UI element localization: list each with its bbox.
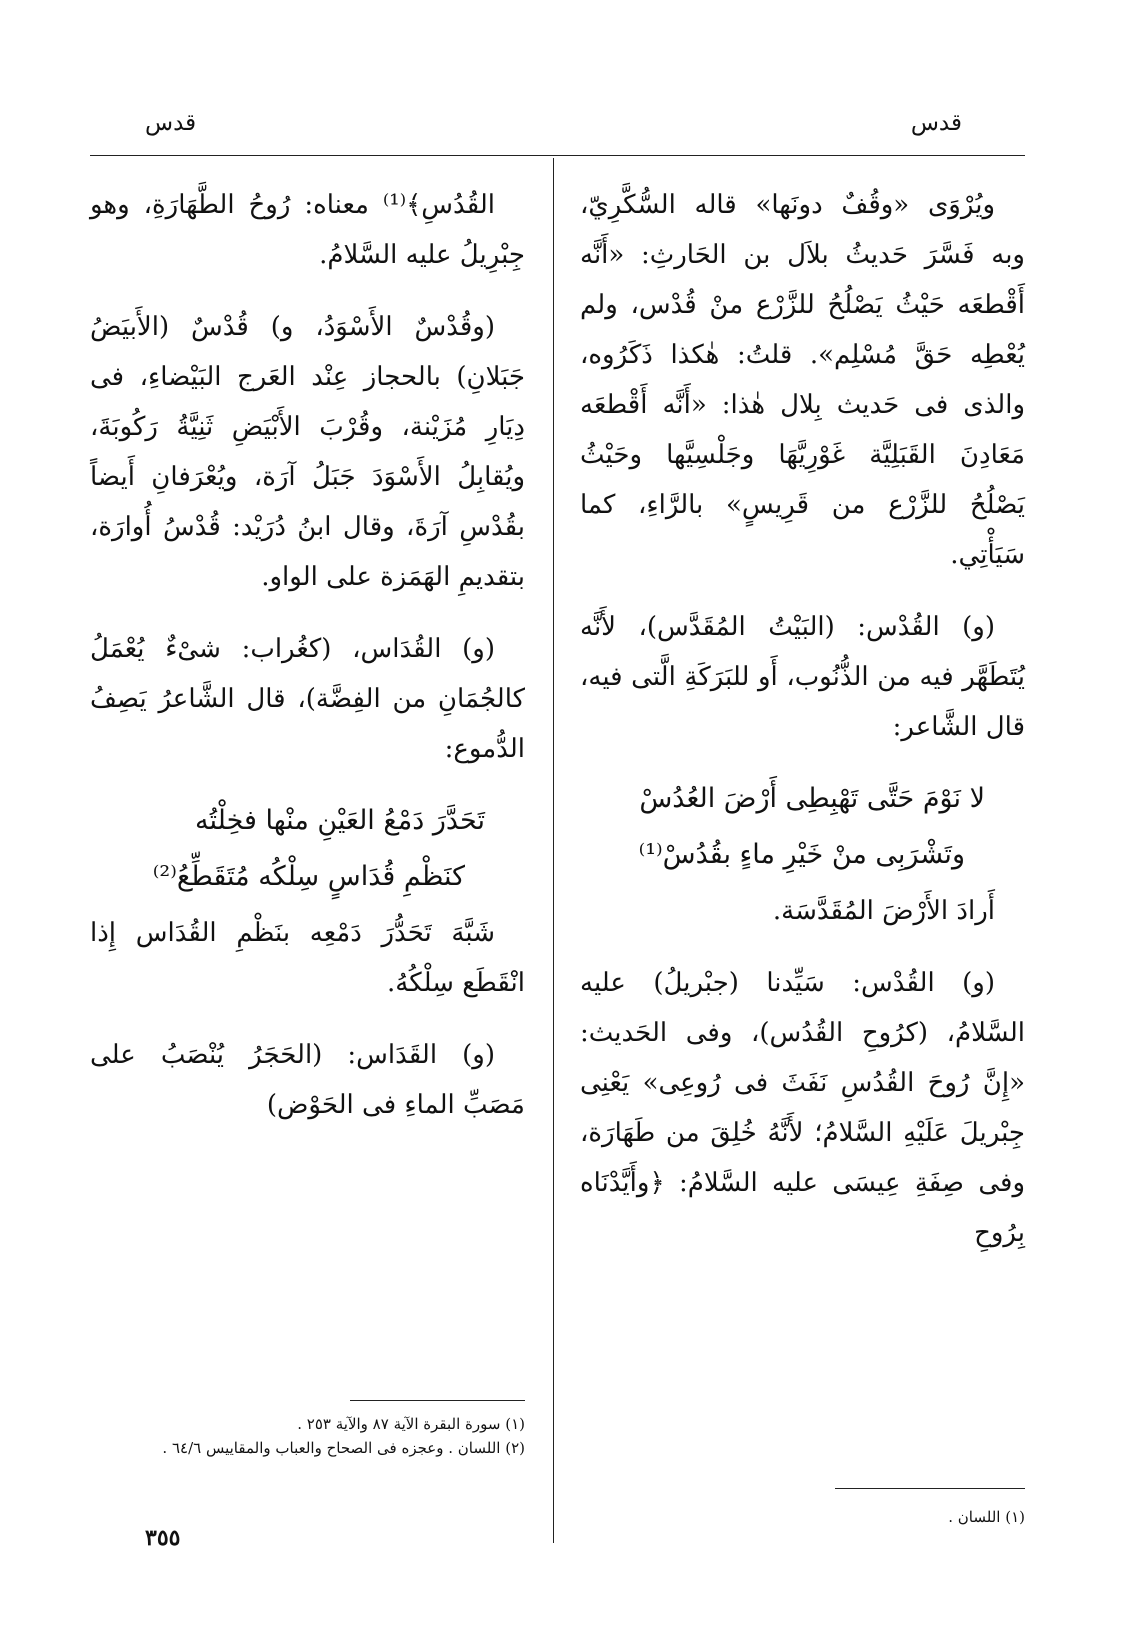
verse-line: كنَظْمِ قُدَاسٍ سِلْكُه مُتَقَطِّعُ⁽²⁾ <box>152 861 465 892</box>
footnotes-right <box>580 1505 1025 1529</box>
verse-line: لا نَوْمَ حَتَّى تَهْبِطِى أَرْضَ العُدُسْ <box>639 783 985 814</box>
entry-paragraph: (و) القَدَاس: (الحَجَرُ يُنْصَبُ على مَصَبِّ الماءِ فى الحَوْض) <box>90 1040 525 1120</box>
footnote-rule-right <box>835 1488 1025 1489</box>
entry-paragraph: (وقُدْسٌ الأَسْوَدُ، و) قُدْسٌ (الأَبيَضُ جَبَلانِ) بالحجاز عِنْد العَرج البَيْضاءِ، فى دِيَارِ مُزَيْنة، وقُرْبَ الأَبْيَضِ ثَنِيَّةُ رَكُوبَةَ، ويُقابِلُ الأَسْوَدَ جَبَلُ آرَة، ويُعْرَفانِ أَيضاً بقُدْسِ آرَةَ، وقال ابنُ دُرَيْد: قُدْسُ أُوارَة، بتقديمِ الهَمَزة على الواو. <box>90 312 525 592</box>
footnotes-left <box>90 1412 525 1460</box>
footnote: (١) سورة البقرة الآية ٨٧ والآية ٢٥٣ . <box>297 1415 525 1433</box>
entry-paragraph: (و) القُدْس: سَيِّدنا (جبْريلُ) عليه السَّلامُ، (كرُوحِ القُدُس)، وفى الحَديث: «إِنَّ رُوحَ القُدُسِ نَفَثَ فى رُوعِى» يَعْنِى جِبْريلَ عَلَيْهِ السَّلامُ؛ لأَنَّهُ خُلِقَ من طَهَارَة، وفى صِفَةِ عِيسَى عليه السَّلامُ: ﴿وأَيَّدْنَاه بِرُوحِ <box>580 968 1025 1248</box>
column-divider <box>553 158 554 1543</box>
verse-line: وتَشْرَبِى منْ خَيْرِ ماءٍ بقُدُسْ⁽¹⁾ <box>638 839 965 870</box>
running-header-left: قدس <box>145 110 197 136</box>
verse-line: تَحَدَّرَ دَمْعُ العَيْنِ منْها فخِلْتُه <box>195 805 485 836</box>
entry-paragraph: شَبَّهَ تَحَدُّرَ دَمْعِه بنَظْمِ القُدَاس إِذا انْقَطَع سِلْكُهُ. <box>90 918 525 998</box>
entry-paragraph: (و) القُدْس: (البَيْتُ المُقَدَّس)، لأَنَّه يُتَطَهَّر فيه من الذُّنُوب، أَو للبَرَكَةِ الَّتى فيه، قال الشَّاعر: <box>580 612 1025 742</box>
page-number: ٣٥٥ <box>145 1525 181 1551</box>
header-rule <box>90 155 1025 156</box>
footnote: (٢) اللسان . وعجزه فى الصحاح والعباب والمقاييس ٦٤/٦ . <box>162 1439 525 1457</box>
right-column <box>580 180 1025 1280</box>
entry-paragraph: ويُرْوَى «وقُفٌ دونَها» قاله السُّكَّرِيّ، وبه فَسَّرَ حَديثُ بلاَل بن الحَارثِ: «أَنَّه أَقْطعَه حَيْثُ يَصْلُحُ للزَّرْع منْ قُدْس، ولم يُعْطِه حَقَّ مُسْلِم». قلتُ: هٰكذا ذَكَرُوه، والذى فى حَديث بِلال هٰذا: «أَنَّه أَقْطعَه مَعَادِنَ القَبَلِيَّة غَوْرِيَّهَا وجَلْسِيَّها وحَيْثُ يَصْلُحُ للزَّرْع من قَرِيسٍ» بالرَّاءِ، كما سَيَأْتِي. <box>580 190 1025 570</box>
footnote-rule-left <box>350 1400 525 1401</box>
entry-paragraph: أَرادَ الأَرْضَ المُقَدَّسَة. <box>772 896 995 926</box>
footnote: (١) اللسان . <box>948 1508 1025 1526</box>
entry-paragraph: (و) القُدَاس، (كغُراب: شىْءٌ يُعْمَلُ كالجُمَانِ من الفِضَّة)، قال الشَّاعرُ يَصِفُ الدُّموع: <box>90 634 525 764</box>
running-header-right: قدس <box>910 110 962 136</box>
entry-paragraph: القُدُسِ﴾⁽¹⁾ معناه: رُوحُ الطَّهَارَةِ، وهو جِبْرِيلُ عليه السَّلامُ. <box>90 190 525 270</box>
left-column <box>90 180 525 1152</box>
